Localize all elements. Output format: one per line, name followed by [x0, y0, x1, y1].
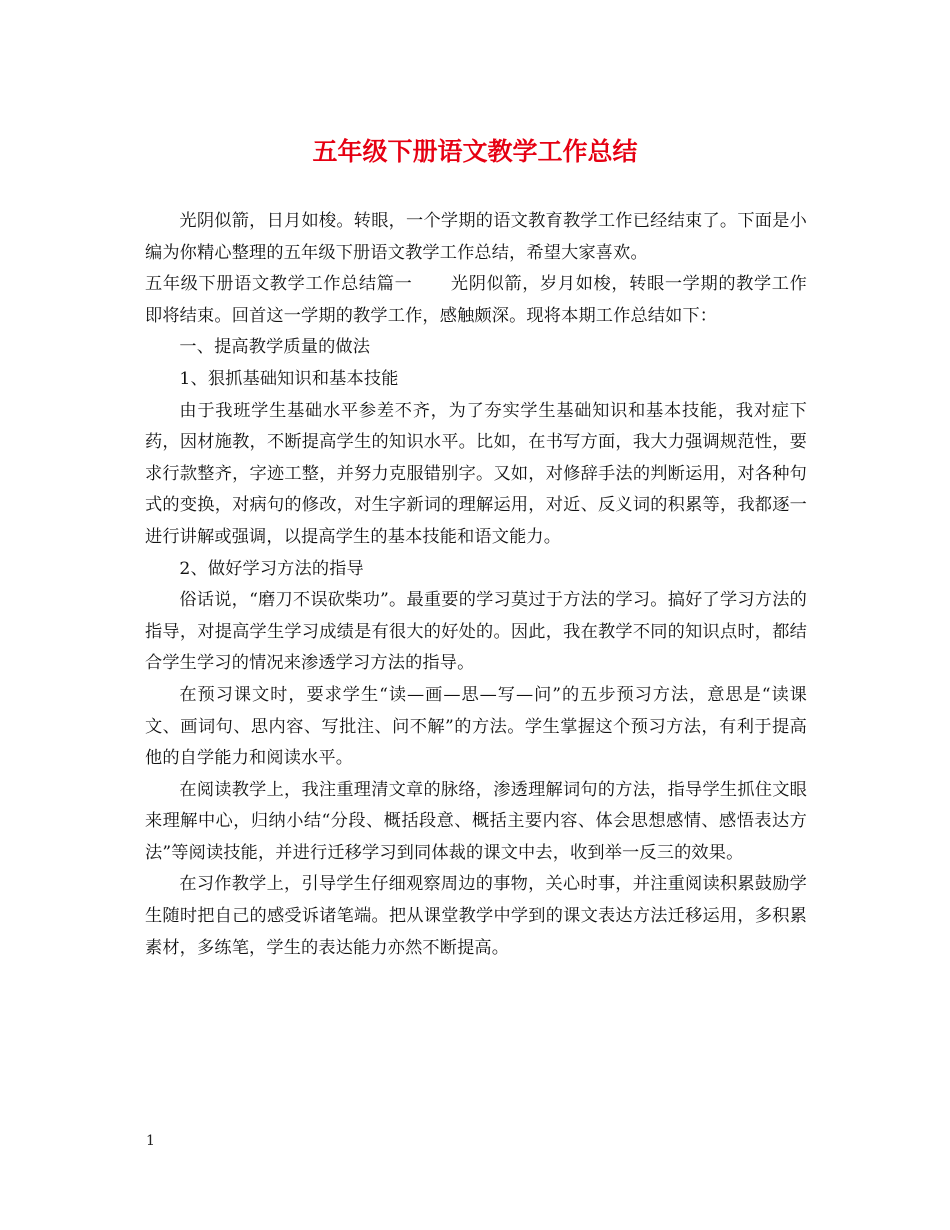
body-paragraph-1: 由于我班学生基础水平参差不齐，为了夯实学生基础知识和基本技能，我对症下药，因材施教，不断提高学生的知识水平。比如，在书写方面，我大力强调规范性，要求行款整齐，字迹工整，并努力克服错别字。又如，对修辞手法的判断运用，对各种句式的变换，对病句的修改，对生字新词的理解运用，对近、反义词的积累等，我都逐一进行讲解或强调，以提高学生的基本技能和语文能力。: [145, 400, 807, 547]
subsection-heading-1: 1、狠抓基础知识和基本技能: [179, 368, 399, 389]
body-paragraph-5: 在习作教学上，引导学生仔细观察周边的事物，关心时事，并注重阅读积累鼓励学生随时把自己的感受诉诸笔端。把从课堂教学中学到的课文表达方法迁移运用，多积累素材，多练笔，学生的表达能力亦然不断提高。: [145, 874, 807, 958]
page-number: 1: [146, 1133, 155, 1149]
document-title: 五年级下册语文教学工作总结: [312, 137, 638, 166]
part-label: 五年级下册语文教学工作总结篇一: [145, 274, 413, 295]
body-paragraph-3: 在预习课文时，要求学生“读—画—思—写—问”的五步预习方法，意思是“读课文、画词句、思内容、写批注、问不解”的方法。学生掌握这个预习方法，有利于提高他的自学能力和阅读水平。: [145, 684, 807, 769]
part-paragraph: [145, 269, 807, 332]
section-heading-1: 一、提高教学质量的做法: [179, 337, 371, 358]
part-text: 光阴似箭，岁月如梭，转眼一学期的教学工作即将结束。回首这一学期的教学工作，感触颇深。现将本期工作总结如下：: [145, 274, 807, 326]
intro-paragraph: 光阴似箭，日月如梭。转眼，一个学期的语文教育教学工作已经结束了。下面是小编为你精心整理的五年级下册语文教学工作总结，希望大家喜欢。: [145, 211, 807, 263]
document-body: [145, 206, 807, 964]
subsection-heading-2: 2、做好学习方法的指导: [179, 558, 364, 579]
body-paragraph-4: 在阅读教学上，我注重理清文章的脉络，渗透理解词句的方法，指导学生抓住文眼来理解中心，归纳小结“分段、概括段意、概括主要内容、体会思想感情、感悟表达方法”等阅读技能，并进行迁移学习到同体裁的课文中去，收到举一反三的效果。: [145, 779, 807, 863]
body-paragraph-2: 俗话说，“磨刀不误砍柴功”。最重要的学习莫过于方法的学习。搞好了学习方法的指导，对提高学生学习成绩是有很大的好处的。因此，我在教学不同的知识点时，都结合学生学习的情况来渗透学习方法的指导。: [145, 590, 807, 674]
